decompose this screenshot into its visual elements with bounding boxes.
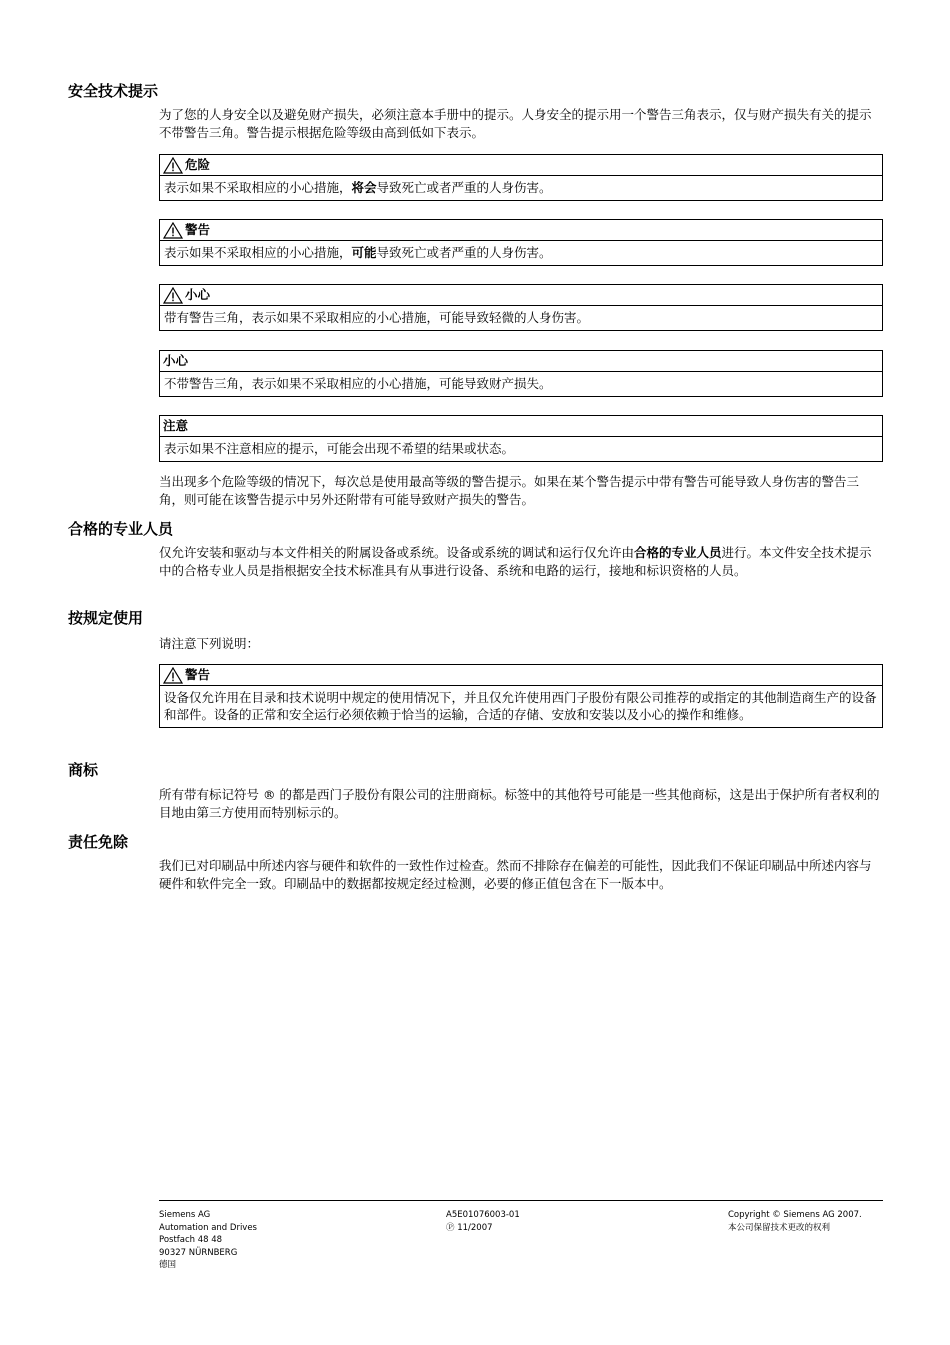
- notice-danger: [159, 154, 883, 201]
- footer-address-line: Postfach 48 48: [159, 1235, 223, 1245]
- notice-body: 表示如果不采取相应的小心措施，将会导致死亡或者严重的人身伤害。: [164, 180, 552, 195]
- doc-date: Ⓟ 11/2007: [446, 1222, 493, 1233]
- copyright-text: Copyright © Siemens AG 2007.: [728, 1210, 862, 1220]
- footer-divider: [159, 1200, 883, 1201]
- usage-warning: [159, 664, 883, 728]
- usage-intro: 请注意下列说明：: [159, 636, 260, 651]
- notice-header: [160, 416, 882, 437]
- section-title-trademark: 商标: [68, 761, 99, 779]
- notice-header: [160, 351, 882, 372]
- notice-header: [160, 285, 882, 306]
- footer-address-line: Siemens AG: [159, 1210, 211, 1220]
- warning-triangle-icon: [163, 287, 183, 304]
- notice-warning: [159, 219, 883, 266]
- notice-body: 表示如果不采取相应的小心措施，可能导致死亡或者严重的人身伤害。: [164, 245, 552, 260]
- footer-address-line: 德国: [159, 1260, 177, 1270]
- footer-copyright: [728, 1209, 862, 1234]
- notice-body: 不带警告三角，表示如果不采取相应的小心措施，可能导致财产损失。: [164, 376, 552, 391]
- notice-title: 注意: [163, 418, 189, 433]
- doc-number: A5E01076003-01: [446, 1210, 520, 1220]
- trademark-body: 所有带有标记符号 ® 的都是西门子股份有限公司的注册商标。标签中的其他符号可能是一些其他商标，这是出于保护所有者权利的 目地由第三方使用而特别标示的。: [159, 787, 880, 820]
- notice-body: 设备仅允许用在目录和技术说明中规定的使用情况下，并且仅允许使用西门子股份有限公司推荐的或指定的其他制造商生产的设备和部件。设备的正常和安全运行必须依赖于恰当的运输，合适的存储、安放和安装以及小心的操作和维修。: [164, 690, 877, 722]
- footer-address-line: 90327 NÜRNBERG: [159, 1247, 238, 1258]
- notice-header: [160, 155, 882, 176]
- notice-title: 警告: [185, 667, 211, 682]
- disclaimer-body: 我们已对印刷品中所述内容与硬件和软件的一致性作过检查。然而不排除存在偏差的可能性，因此我们不保证印刷品中所述内容与硬件和软件完全一致。印刷品中的数据都按规定经过检测，必要的修正值包含在下一版本中。: [159, 858, 872, 891]
- rights-text: 本公司保留技术更改的权利: [728, 1222, 831, 1233]
- section-title-disclaimer: 责任免除: [68, 833, 129, 851]
- notice-caution: [159, 350, 883, 397]
- notice-note: [159, 415, 883, 462]
- section-title-qualified: 合格的专业人员: [68, 520, 174, 538]
- notice-title: 警告: [185, 222, 211, 237]
- notice-header: [160, 665, 882, 686]
- notice-title: 小心: [185, 287, 211, 302]
- notice-title: 小心: [163, 353, 189, 368]
- footer-address: [159, 1209, 257, 1272]
- qualified-body: 仅允许安装和驱动与本文件相关的附属设备或系统。设备或系统的调试和运行仅允许由合格的专业人员进行。本文件安全技术提示中的合格专业人员是指根据安全技术标准具有从事进行设备、系统和电路的运行，接地和标识资格的人员。: [159, 545, 872, 578]
- notice-body: 带有警告三角，表示如果不采取相应的小心措施，可能导致轻微的人身伤害。: [164, 310, 590, 325]
- notice-header: [160, 220, 882, 241]
- section-title-usage: 按规定使用: [68, 609, 144, 627]
- notice-title: 危险: [185, 157, 211, 172]
- notice-caution-triangle: [159, 284, 883, 331]
- warning-triangle-icon: [163, 157, 183, 174]
- warning-triangle-icon: [163, 667, 183, 684]
- section-title-safety: 安全技术提示: [68, 82, 159, 100]
- footer-address-line: Automation and Drives: [159, 1222, 257, 1233]
- footer-doc-info: [446, 1209, 520, 1234]
- safety-outro: 当出现多个危险等级的情况下，每次总是使用最高等级的警告提示。如果在某个警告提示中带有警告可能导致人身伤害的警告三角，则可能在该警告提示中另外还附带有可能导致财产损失的警告。: [159, 474, 860, 507]
- notice-body: 表示如果不注意相应的提示，可能会出现不希望的结果或状态。: [164, 441, 515, 456]
- safety-intro: 为了您的人身安全以及避免财产损失，必须注意本手册中的提示。人身安全的提示用一个警告三角表示，仅与财产损失有关的提示不带警告三角。警告提示根据危险等级由高到低如下表示。: [159, 107, 872, 140]
- warning-triangle-icon: [163, 222, 183, 239]
